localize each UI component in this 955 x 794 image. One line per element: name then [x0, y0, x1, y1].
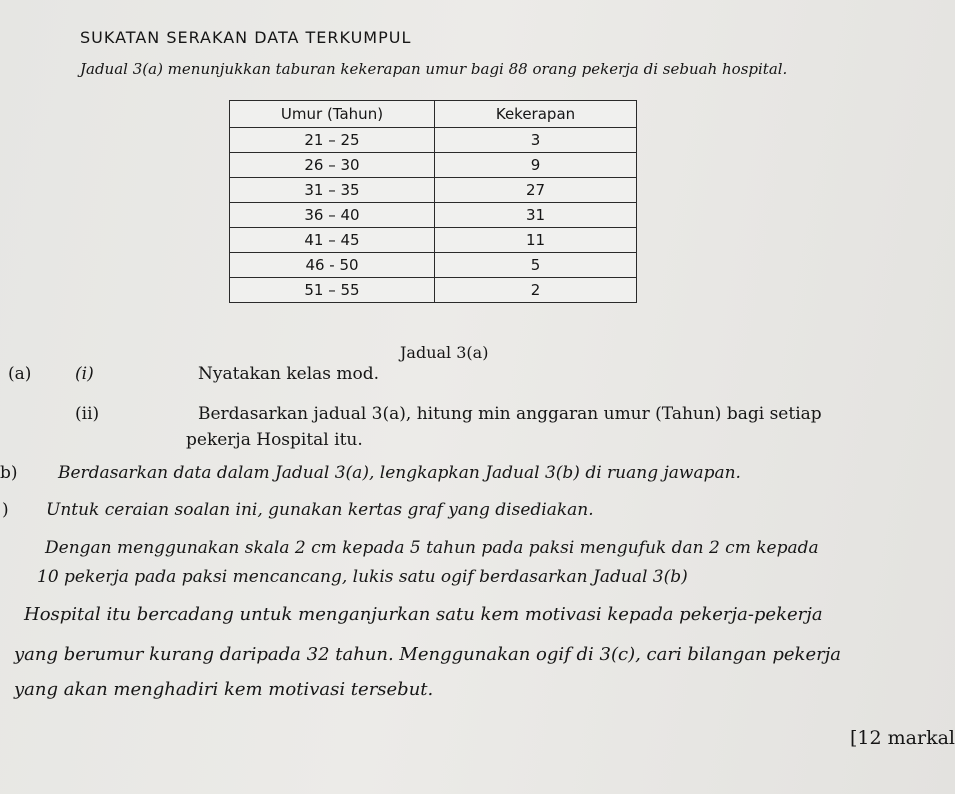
intro-text: Jadual 3(a) menunjukkan taburan kekerapan umur bagi 88 orang pekerja di sebuah hospital. [80, 60, 788, 78]
age-cell: 46 - 50 [230, 253, 435, 278]
frequency-cell: 9 [435, 153, 637, 178]
table-header-row [230, 101, 637, 128]
question-a-i-text: Nyatakan kelas mod. [198, 364, 380, 384]
question-a-label: (a) [8, 364, 32, 384]
age-cell: 21 – 25 [230, 128, 435, 153]
table-row [230, 153, 637, 178]
frequency-cell: 5 [435, 253, 637, 278]
age-cell: 51 – 55 [230, 278, 435, 303]
page-title: SUKATAN SERAKAN DATA TERKUMPUL [80, 28, 412, 47]
age-cell: 41 – 45 [230, 228, 435, 253]
frequency-cell: 3 [435, 128, 637, 153]
frequency-table [229, 100, 637, 303]
question-d-text-line1: Hospital itu bercadang untuk menganjurkan satu kem motivasi kepada pekerja-pekerja [24, 604, 823, 625]
question-d-text-line2: yang berumur kurang daripada 32 tahun. Menggunakan ogif di 3(c), cari bilangan pekerja [14, 644, 842, 665]
question-a-ii-text: Berdasarkan jadual 3(a), hitung min anggaran umur (Tahun) bagi setiap [198, 404, 822, 424]
question-a-i-label: (i) [75, 364, 94, 384]
frequency-cell: 11 [435, 228, 637, 253]
question-c-text-line2: Dengan menggunakan skala 2 cm kepada 5 tahun pada paksi mengufuk dan 2 cm kepada [45, 538, 819, 558]
table-caption: Jadual 3(a) [400, 343, 489, 362]
age-cell: 26 – 30 [230, 153, 435, 178]
marks-label: [12 markal [850, 727, 955, 749]
age-cell: 36 – 40 [230, 203, 435, 228]
age-cell: 31 – 35 [230, 178, 435, 203]
question-c-label: ) [2, 500, 9, 520]
table-row [230, 178, 637, 203]
question-a-ii-label: (ii) [75, 404, 100, 424]
table-row [230, 228, 637, 253]
question-a-ii-text-cont: pekerja Hospital itu. [186, 430, 363, 450]
frequency-cell: 27 [435, 178, 637, 203]
header-age: Umur (Tahun) [230, 101, 435, 128]
table-row [230, 253, 637, 278]
table-row [230, 128, 637, 153]
header-frequency: Kekerapan [435, 101, 637, 128]
frequency-cell: 2 [435, 278, 637, 303]
question-c-text-line3: 10 pekerja pada paksi mencancang, lukis satu ogif berdasarkan Jadual 3(b) [37, 567, 688, 587]
question-b-text: Berdasarkan data dalam Jadual 3(a), lengkapkan Jadual 3(b) di ruang jawapan. [58, 463, 741, 483]
question-d-text-line3: yang akan menghadiri kem motivasi tersebut. [14, 679, 434, 700]
frequency-cell: 31 [435, 203, 637, 228]
table-row [230, 203, 637, 228]
question-c-text-line1: Untuk ceraian soalan ini, gunakan kertas graf yang disediakan. [46, 500, 594, 520]
table-row [230, 278, 637, 303]
question-b-label: b) [0, 463, 18, 483]
